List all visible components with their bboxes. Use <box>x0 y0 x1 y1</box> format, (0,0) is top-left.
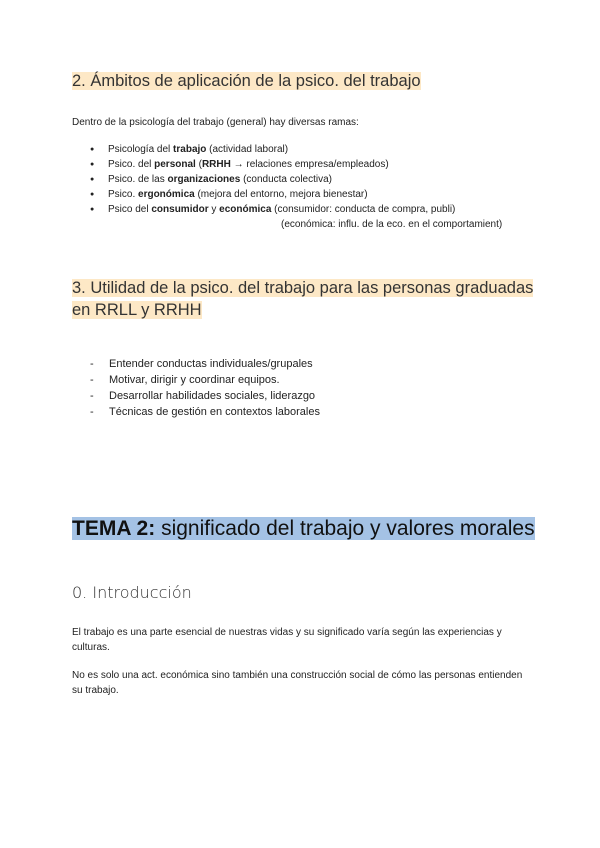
list-item: ● Psico. del personal (RRHH → relaciones empresa/empleados) <box>90 157 455 172</box>
list-item: - Técnicas de gestión en contextos laborales <box>90 404 320 420</box>
intro-heading: 0. Introducción <box>72 583 192 602</box>
section-3-heading-line2: en RRLL y RRHH <box>72 301 202 319</box>
tema-label: TEMA 2: <box>72 517 156 540</box>
intro-paragraph-1: El trabajo es una parte esencial de nuestras vidas y su significado varía según las experiencias y culturas. <box>72 627 502 653</box>
section-2-intro: Dentro de la psicología del trabajo (general) hay diversas ramas: <box>72 117 359 128</box>
section-3-heading <box>72 277 533 321</box>
list-item: ● Psico. de las organizaciones (conducta colectiva) <box>90 172 455 187</box>
section-3-heading-line1: 3. Utilidad de la psico. del trabajo para las personas graduadas <box>72 279 534 297</box>
list-item: ● Psico del consumidor y económica (consumidor: conducta de compra, publi) <box>90 202 455 217</box>
intro-paragraph-2: No es solo una act. económica sino también una construcción social de cómo las personas entienden su trabajo. <box>72 670 523 696</box>
list-continuation: (económica: influ. de la eco. en el comportamient) <box>281 219 503 230</box>
tema-heading-highlight <box>72 517 535 540</box>
list-item: - Motivar, dirigir y coordinar equipos. <box>90 372 320 388</box>
list-item: ● Psico. ergonómica (mejora del entorno, mejora bienestar) <box>90 187 455 202</box>
section-2-heading <box>72 70 421 92</box>
list-item: - Desarrollar habilidades sociales, liderazgo <box>90 388 320 404</box>
section-2-heading-text: 2. Ámbitos de aplicación de la psico. del trabajo <box>72 72 421 90</box>
tema-heading <box>72 515 535 543</box>
tema-title: significado del trabajo y valores morales <box>155 517 535 540</box>
section-2-list <box>90 142 455 217</box>
section-3-list <box>90 356 320 420</box>
list-item: ● Psicología del trabajo (actividad laboral) <box>90 142 455 157</box>
list-item: - Entender conductas individuales/grupales <box>90 356 320 372</box>
